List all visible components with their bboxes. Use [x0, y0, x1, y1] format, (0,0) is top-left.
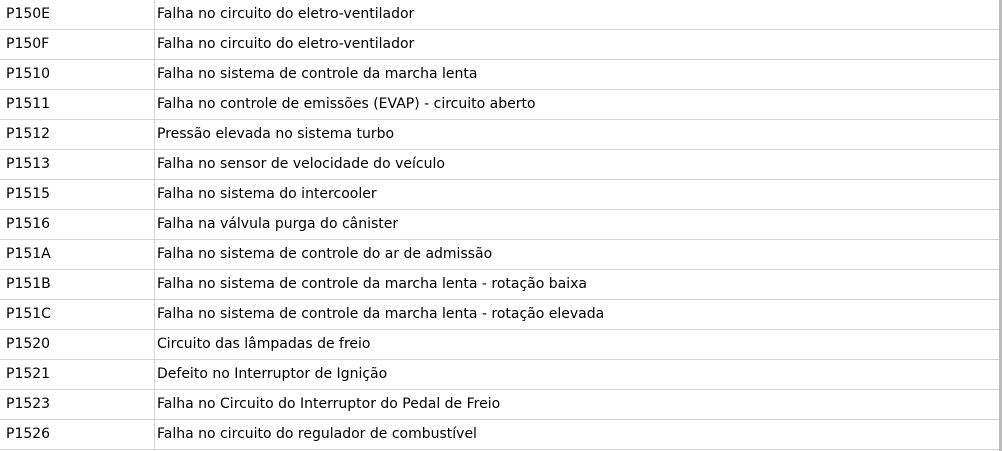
- description-cell[interactable]: Falha no circuito do eletro-ventilador: [157, 36, 415, 52]
- table-row[interactable]: [0, 330, 999, 360]
- fault-code-cell[interactable]: P1513: [0, 150, 155, 179]
- fault-code-cell[interactable]: P1510: [0, 60, 155, 89]
- table-row[interactable]: [0, 300, 999, 330]
- table-row[interactable]: [0, 210, 999, 240]
- fault-code-cell[interactable]: P150F: [0, 30, 155, 59]
- description-cell[interactable]: Falha no sensor de velocidade do veículo: [157, 156, 445, 172]
- description-cell[interactable]: Falha no sistema de controle do ar de admissão: [157, 246, 493, 262]
- description-cell[interactable]: Defeito no Interruptor de Ignição: [157, 366, 388, 382]
- fault-code-cell[interactable]: P151A: [0, 240, 155, 269]
- table-row[interactable]: [0, 420, 999, 450]
- table-row[interactable]: [0, 360, 999, 390]
- description-cell[interactable]: Circuito das lâmpadas de freio: [157, 336, 371, 352]
- description-cell[interactable]: Falha no sistema de controle da marcha lenta - rotação elevada: [157, 306, 605, 322]
- fault-code-cell[interactable]: P1511: [0, 90, 155, 119]
- table-row[interactable]: [0, 30, 999, 60]
- fault-code-cell[interactable]: P1516: [0, 210, 155, 239]
- table-row[interactable]: [0, 0, 999, 30]
- description-cell[interactable]: Pressão elevada no sistema turbo: [157, 126, 395, 142]
- table-row[interactable]: [0, 60, 999, 90]
- fault-code-cell[interactable]: P151B: [0, 270, 155, 299]
- description-cell[interactable]: Falha no sistema do intercooler: [157, 186, 377, 202]
- table-row[interactable]: [0, 120, 999, 150]
- fault-code-cell[interactable]: P1515: [0, 180, 155, 209]
- fault-code-cell[interactable]: P1512: [0, 120, 155, 149]
- table-row[interactable]: [0, 180, 999, 210]
- description-cell[interactable]: Falha no sistema de controle da marcha lenta - rotação baixa: [157, 276, 587, 292]
- fault-code-cell[interactable]: P150E: [0, 0, 155, 29]
- table-row[interactable]: [0, 240, 999, 270]
- fault-code-cell[interactable]: P1523: [0, 390, 155, 419]
- description-cell[interactable]: Falha no circuito do regulador de combustível: [157, 426, 477, 442]
- description-cell[interactable]: Falha no sistema de controle da marcha lenta: [157, 66, 478, 82]
- description-cell[interactable]: Falha na válvula purga do cânister: [157, 216, 399, 232]
- table-row[interactable]: [0, 90, 999, 120]
- fault-code-cell[interactable]: P151C: [0, 300, 155, 329]
- table-row[interactable]: [0, 390, 999, 420]
- fault-code-cell[interactable]: P1521: [0, 360, 155, 389]
- table-row[interactable]: [0, 270, 999, 300]
- table-row[interactable]: [0, 150, 999, 180]
- fault-code-cell[interactable]: P1526: [0, 420, 155, 449]
- description-cell[interactable]: Falha no controle de emissões (EVAP) - circuito aberto: [157, 96, 536, 112]
- fault-code-cell[interactable]: P1520: [0, 330, 155, 359]
- description-cell[interactable]: Falha no circuito do eletro-ventilador: [157, 6, 415, 22]
- description-cell[interactable]: Falha no Circuito do Interruptor do Pedal de Freio: [157, 396, 501, 412]
